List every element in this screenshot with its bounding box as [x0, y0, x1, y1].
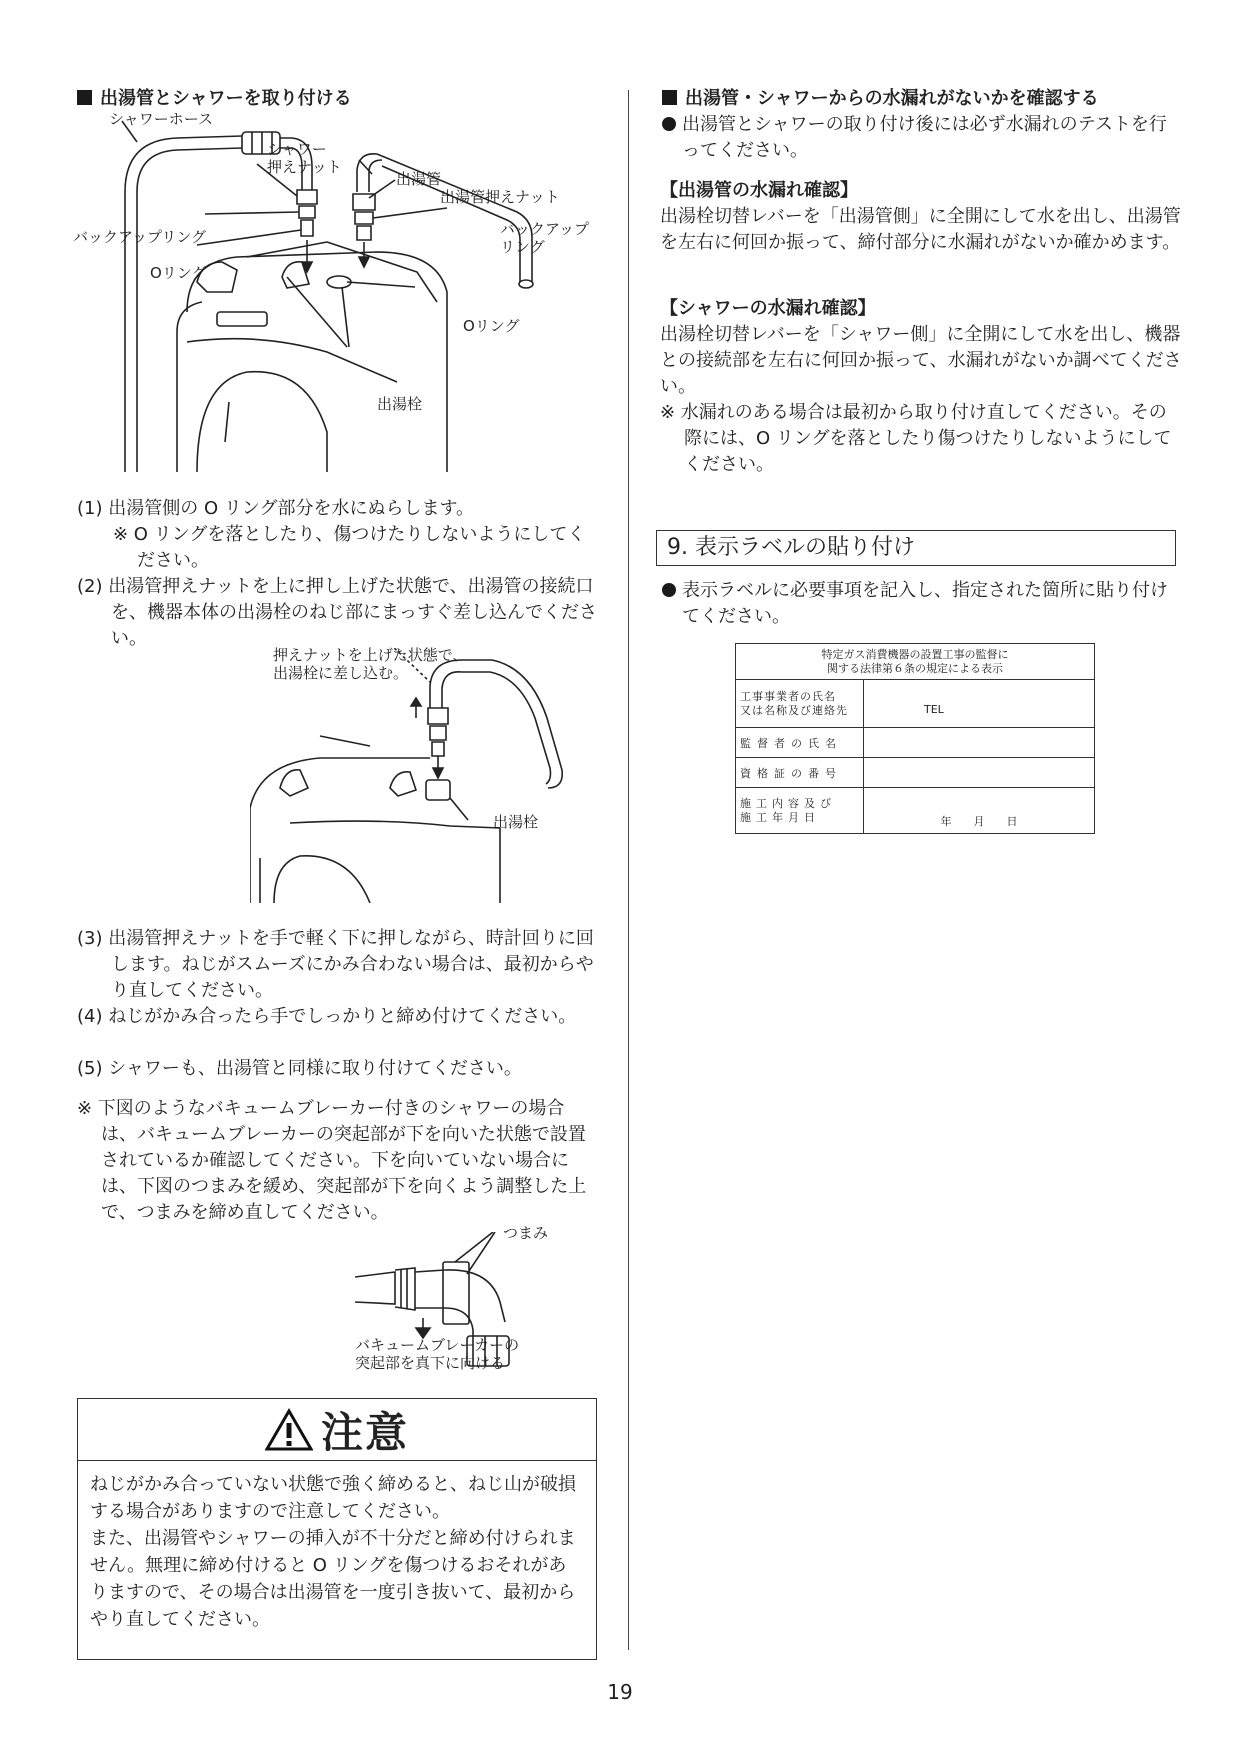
step-2: (2) 出湯管押えナットを上に押し上げた状態で、出湯管の接続口を、機器本体の出湯栓のねじ部にまっすぐ差し込んでください。 [77, 576, 597, 649]
label-outlet-tap-2: 出湯栓 [493, 813, 539, 831]
step-1-note: ※ O リングを落としたり、傷つけたりしないようにしてください。 [113, 524, 586, 571]
label-table-value-supervisor [864, 728, 1095, 758]
label-vb-note: バキュームブレーカーの 突起部を真下に向ける [355, 1336, 520, 1372]
step-3: (3) 出湯管押えナットを手で軽く下に押しながら、時計回りに回します。ねじがスムーズにかみ合わない場合は、最初からやり直してください。 [77, 928, 594, 1001]
outlet-leak-body: 出湯栓切替レバーを「出湯管側」に全開にして水を出し、出湯管を左右に何回か振って、締付部分に水漏れがないか確かめます。 [660, 206, 1181, 253]
round-bullet-icon [662, 583, 676, 597]
label-table-value-contractor: TEL [864, 680, 1095, 728]
caution-title-bar [78, 1399, 596, 1461]
label-backup-ring-left: バックアップリング [73, 228, 207, 246]
caution-paragraph-2: また、出湯管やシャワーの挿入が不十分だと締め付けられません。無理に締め付けると O リングを傷つけるおそれがありますので、その場合は出湯管を一度引き抜いて、最初からやり直してください。 [90, 1528, 576, 1630]
label-table-value-work-date: 年 月 日 [864, 788, 1095, 834]
figure-insert-pipe-drawing [250, 648, 590, 903]
label-table-key-supervisor: 監督者の氏名 [736, 728, 864, 758]
label-shower-hose: シャワーホース [109, 110, 213, 128]
step-4: (4) ねじがかみ合ったら手でしっかりと締め付けてください。 [77, 1006, 577, 1027]
label-outlet-tap: 出湯栓 [377, 395, 423, 413]
figure-insert-pipe [250, 648, 590, 903]
square-bullet-icon [77, 90, 92, 105]
column-divider [628, 90, 629, 1650]
right-section-heading: 出湯管・シャワーからの水漏れがないかを確認する [662, 86, 1099, 112]
label-shower-nut: シャワー 押えナット [267, 140, 342, 176]
shower-leak-body: 出湯栓切替レバーを「シャワー側」に全開にして水を出し、機器との接続部を左右に何回か振って、水漏れがないか調べてください。 [660, 324, 1182, 397]
label-backup-ring-right: バックアップ リング [500, 220, 589, 256]
label-outlet-pipe: 出湯管 [396, 170, 442, 188]
figure-pipe-shower-attach [73, 110, 597, 472]
label-oring-left: Oリング [150, 264, 207, 282]
step-1: (1) 出湯管側の O リング部分を水にぬらします。 [77, 498, 475, 519]
figure-vacuum-breaker [355, 1224, 595, 1382]
section-9-bullet: 表示ラベルに必要事項を記入し、指定された箇所に貼り付けてください。 [662, 578, 1182, 630]
left-section-heading: 出湯管とシャワーを取り付ける [77, 86, 352, 112]
label-outlet-nut: 出湯管押えナット [440, 188, 560, 206]
label-table-value-license [864, 758, 1095, 788]
shower-leak-title: 【シャワーの水漏れ確認】 [660, 298, 876, 319]
outlet-leak-title: 【出湯管の水漏れ確認】 [660, 180, 858, 201]
section-9-title: 9. 表示ラベルの貼り付け [656, 530, 1176, 566]
page-number: 19 [607, 1680, 633, 1704]
caution-title: 注意 [320, 1407, 409, 1457]
leak-test-bullet: 出湯管とシャワーの取り付け後には必ず水漏れのテストを行ってください。 [662, 112, 1182, 164]
display-label-table [735, 643, 1095, 834]
label-push-note: 押えナットを上げた状態で、 出湯栓に差し込む。 [273, 646, 468, 682]
round-bullet-icon [662, 117, 676, 131]
caution-paragraph-1: ねじがかみ合っていない状態で強く締めると、ねじ山が破損する場合がありますので注意してください。 [90, 1474, 576, 1522]
label-table-key-work: 施工内容及び 施工年月日 [736, 788, 864, 834]
vacuum-breaker-note: ※ 下図のようなバキュームブレーカー付きのシャワーの場合は、バキュームブレーカーの突起部が下を向いた状態で設置されているか確認してください。下を向いていない場合には、下図のつまみを緩め、突起部が下を向くよう調整した上で、つまみを締め直してください。 [77, 1098, 587, 1223]
label-table-key-contractor: 工事事業者の氏名 又は名称及び連絡先 [736, 680, 864, 728]
caution-box [77, 1398, 597, 1660]
warning-triangle-icon [265, 1408, 313, 1452]
caution-body [78, 1461, 596, 1643]
label-table-key-license: 資格証の番号 [736, 758, 864, 788]
label-table-header: 特定ガス消費機器の設置工事の監督に 関する法律第６条の規定による表示 [736, 644, 1095, 680]
label-oring-right: Oリング [463, 317, 520, 335]
shower-leak-note: ※ 水漏れのある場合は最初から取り付け直してください。その際には、O リングを落としたり傷つけたりしないようにしてください。 [660, 402, 1172, 475]
square-bullet-icon [662, 90, 677, 105]
step-5: (5) シャワーも、出湯管と同様に取り付けてください。 [77, 1058, 522, 1079]
label-knob: つまみ [503, 1224, 549, 1242]
